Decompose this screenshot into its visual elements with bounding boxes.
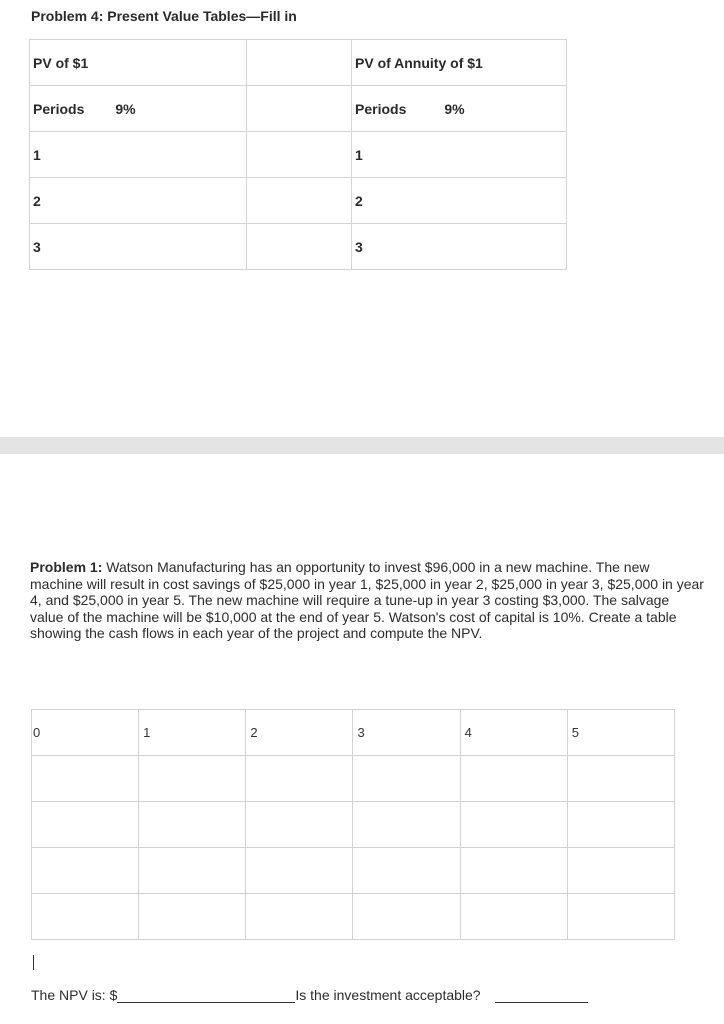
- period-number: 1: [33, 146, 41, 163]
- year-label: 0: [33, 725, 41, 740]
- year-header-cell[interactable]: [32, 710, 139, 756]
- pv-period-row[interactable]: [30, 224, 247, 270]
- cash-flow-table: [31, 709, 675, 940]
- periods-label: Periods: [33, 100, 85, 117]
- problem-1-text: [30, 559, 706, 642]
- year-label: 5: [571, 725, 580, 740]
- cash-flow-cell[interactable]: [139, 848, 246, 894]
- periods-label: Periods: [355, 100, 407, 117]
- period-number: 2: [33, 192, 41, 209]
- cash-flow-cell[interactable]: [139, 756, 246, 802]
- cash-flow-cell[interactable]: [32, 894, 139, 940]
- period-number: 3: [355, 238, 363, 255]
- pv-annuity-header: PV of Annuity of $1: [355, 54, 483, 71]
- acceptable-answer-blank[interactable]: [495, 988, 588, 1003]
- table-cell[interactable]: [247, 40, 352, 86]
- cash-flow-cell[interactable]: [246, 848, 353, 894]
- cash-flow-cell[interactable]: [32, 848, 139, 894]
- cash-flow-cell[interactable]: [567, 756, 674, 802]
- page-divider: [0, 437, 724, 454]
- cash-flow-cell[interactable]: [139, 802, 246, 848]
- cash-flow-cell[interactable]: [353, 894, 460, 940]
- cash-flow-cell[interactable]: [32, 802, 139, 848]
- problem-1-label: Problem 1:: [30, 559, 103, 575]
- table-row: [32, 802, 675, 848]
- cash-flow-cell[interactable]: [139, 894, 246, 940]
- cash-flow-cell[interactable]: [567, 848, 674, 894]
- pv-header-cell[interactable]: [30, 40, 247, 86]
- pv-periods-cell[interactable]: [30, 86, 247, 132]
- cash-flow-cell[interactable]: [460, 848, 567, 894]
- period-number: 2: [355, 192, 363, 209]
- annuity-periods-cell[interactable]: [352, 86, 567, 132]
- pv-of-1-header: PV of $1: [33, 54, 89, 71]
- table-row: [32, 848, 675, 894]
- npv-answer-line: [31, 987, 588, 1003]
- rate-label: 9%: [444, 100, 465, 117]
- period-number: 1: [355, 146, 363, 163]
- cash-flow-cell[interactable]: [567, 894, 674, 940]
- cash-flow-cell[interactable]: [246, 756, 353, 802]
- table-row: [32, 756, 675, 802]
- annuity-period-row[interactable]: [352, 132, 567, 178]
- year-header-cell[interactable]: [353, 710, 460, 756]
- npv-answer-blank[interactable]: [117, 988, 295, 1003]
- cash-flow-cell[interactable]: [353, 848, 460, 894]
- annuity-header-cell[interactable]: [352, 40, 567, 86]
- cash-flow-cell[interactable]: [460, 756, 567, 802]
- cash-flow-cell[interactable]: [460, 894, 567, 940]
- year-header-cell[interactable]: [139, 710, 246, 756]
- pv-period-row[interactable]: [30, 132, 247, 178]
- year-header-cell[interactable]: [567, 710, 674, 756]
- cash-flow-cell[interactable]: [246, 894, 353, 940]
- period-number: 3: [33, 238, 41, 255]
- pv-factor-cell[interactable]: [247, 224, 352, 270]
- table-row: [32, 894, 675, 940]
- cash-flow-cell[interactable]: [32, 756, 139, 802]
- cash-flow-cell[interactable]: [353, 756, 460, 802]
- year-label: 1: [143, 725, 151, 740]
- year-label: 3: [357, 725, 365, 740]
- pv-factor-cell[interactable]: [247, 132, 352, 178]
- problem-1-body: Watson Manufacturing has an opportunity to invest $96,000 in a new machine. The new machine will result in cost savings of $25,000 in year 1, $25,000 in year 2, $25,000 in year 3, $25,000 in year 4, and $25,000 in year 5. The new machine will require a tune-up in year 3 costing $3,000. The salvage value of the machine will be $10,000 at the end of year 5. Watson's cost of capital is 10%. Create a table showing the cash flows in each year of the project and compute the NPV.: [30, 559, 704, 641]
- npv-label: The NPV is: $: [31, 987, 118, 1003]
- text-cursor: [33, 955, 34, 970]
- year-label: 4: [464, 725, 472, 740]
- year-header-cell[interactable]: [460, 710, 567, 756]
- pv-factor-cell[interactable]: [247, 178, 352, 224]
- problem-4-title: Problem 4: Present Value Tables—Fill in: [31, 8, 297, 24]
- cash-flow-cell[interactable]: [460, 802, 567, 848]
- cash-flow-cell[interactable]: [567, 802, 674, 848]
- year-label: 2: [250, 725, 258, 740]
- present-value-tables: [29, 39, 564, 270]
- rate-label: 9%: [115, 100, 136, 117]
- annuity-period-row[interactable]: [352, 178, 567, 224]
- cash-flow-cell[interactable]: [353, 802, 460, 848]
- annuity-period-row[interactable]: [352, 224, 567, 270]
- year-header-cell[interactable]: [246, 710, 353, 756]
- cash-flow-cell[interactable]: [246, 802, 353, 848]
- table-cell[interactable]: [247, 86, 352, 132]
- acceptable-question: Is the investment acceptable?: [295, 987, 481, 1003]
- pv-period-row[interactable]: [30, 178, 247, 224]
